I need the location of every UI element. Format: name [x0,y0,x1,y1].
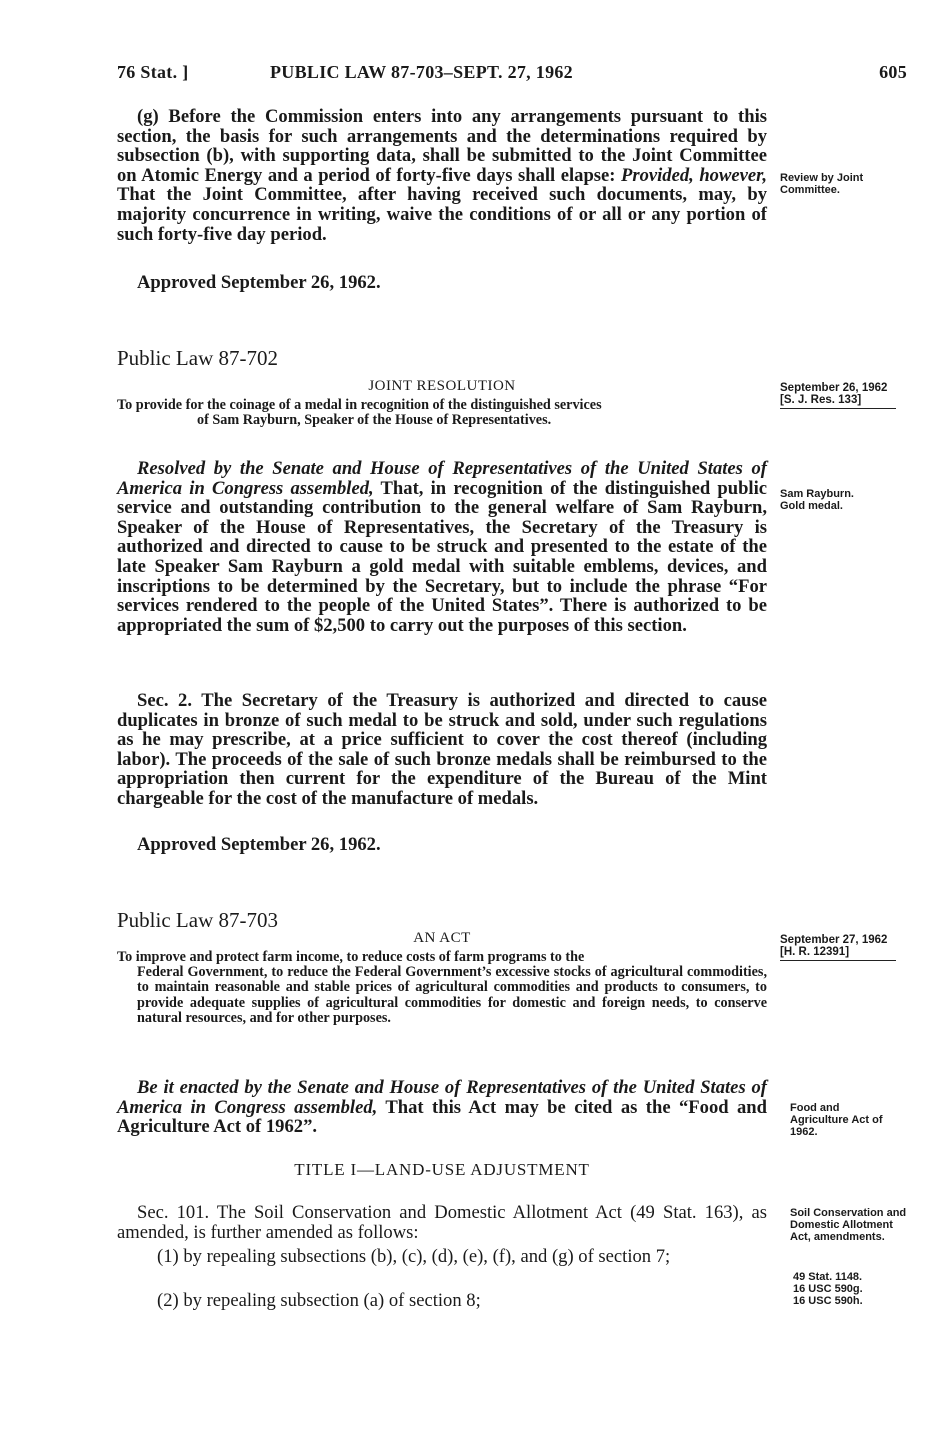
margin-soil-amendments: Soil Conservation and Domestic Allotment Act, amendments. [790,1207,907,1243]
sec-101-item-2: (2) by repealing subsection (a) of section 8; [157,1290,481,1311]
law-702-type: JOINT RESOLUTION [368,378,516,394]
section-g-paragraph: (g) Before the Commission enters into any arrangements pursuant to this section, the basis for such arrangements and the determinations required by subsection (b), with supporting data, shall be submitted to the Joint Committee on Atomic Energy and a period of forty-five days shall elapse: Provided, however, That the Joint Committee, after having received such documents, may, by majority concurrence in writing, waive the conditions of or all or any portion of such forty-five day period. [117,106,767,245]
page-number: 605 [879,62,907,82]
margin-date-703: September 27, 1962 [H. R. 12391] [780,934,920,961]
approved-702-prior: Approved September 26, 1962. [137,272,381,293]
margin-citations: 49 Stat. 1148. 16 USC 590g. 16 USC 590h. [793,1271,863,1307]
margin-review-joint-committee: Review by Joint Committee. [780,172,864,196]
law-703-title: Public Law 87-703 [117,908,278,932]
stat-volume: 76 Stat. ] [117,62,189,82]
sec-101-item-1: (1) by repealing subsections (b), (c), (d), (e), (f), and (g) of section 7; [157,1246,671,1267]
margin-ref-702: [S. J. Res. 133] [780,394,896,409]
law-702-title: Public Law 87-702 [117,346,278,370]
margin-ref-703: [H. R. 12391] [780,946,896,961]
law-703-purpose: To improve and protect farm income, to reduce costs of farm programs to the Federal Government, to reduce the Federal Government’s excessive stocks of agricultural commodities, to maintain reasonable and stable prices of agricultural commodities and products to consumers, to provide adequate supplies of agricultural commodities for domestic and foreign needs, to conserve natural resources, and for other purposes. [117,949,767,1026]
law-702-purpose: To provide for the coinage of a medal in recognition of the distinguished services of Sam Rayburn, Speaker of the House of Representatives. [117,397,602,429]
margin-rayburn: Sam Rayburn. Gold medal. [780,488,854,512]
margin-date-702: September 26, 1962 [S. J. Res. 133] [780,382,920,409]
law-703-enacted-paragraph: Be it enacted by the Senate and House of Representatives of the United States of America in Congress assembled, That this Act may be cited as the “Food and Agriculture Act of 1962”. [117,1077,767,1138]
running-title: PUBLIC LAW 87-703–SEPT. 27, 1962 [270,62,573,82]
law-703-type: AN ACT [413,930,471,946]
law-702-resolved-paragraph: Resolved by the Senate and House of Representatives of the United States of America in Congress assembled, That, in recognition of the distinguished public service and outstanding contribution to the general welfare of Sam Rayburn, Speaker of the House of Representatives, the Secretary of the Treasury is authorized and directed to cause to be struck and presented to the estate of the late Speaker Sam Rayburn a gold medal with suitable emblems, devices, and inscriptions to be determined by the Secretary, but to include the phrase “For services rendered to the people of the United States”. There is authorized to be appropriated the sum of $2,500 to carry out the purposes of this section. [117,458,767,636]
law-702-sec2: Sec. 2. The Secretary of the Treasury is authorized and directed to cause duplicates in bronze of such medal to be struck and sold, under such regulations as he may prescribe, at a price sufficient to cover the cost thereof (including labor). The proceeds of the sale of such bronze medals shall be reimbursed to the appropriation then current for the expenditure of the Bureau of the Mint chargeable for the cost of the manufacture of medals. [117,690,767,809]
sec-101: Sec. 101. The Soil Conservation and Domestic Allotment Act (49 Stat. 163), as amended, is further amended as follows: [117,1202,767,1243]
approved-702: Approved September 26, 1962. [137,834,381,855]
margin-food-act: Food and Agriculture Act of 1962. [790,1102,883,1138]
title-i-heading: TITLE I—LAND-USE ADJUSTMENT [294,1160,590,1179]
